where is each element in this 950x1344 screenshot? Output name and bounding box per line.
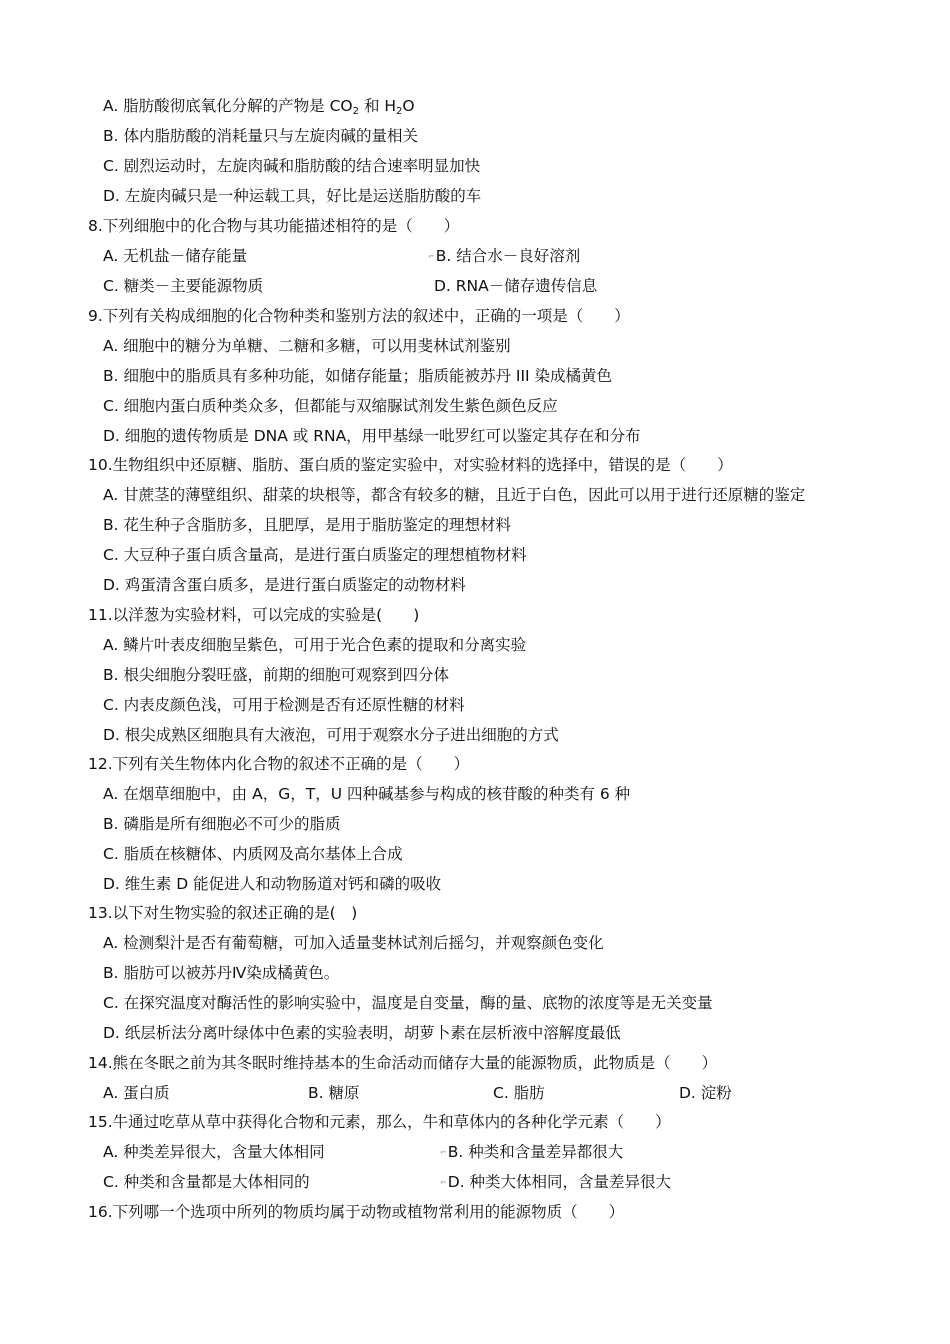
q7-option-d: D. 左旋肉碱只是一种运载工具，好比是运送脂肪酸的车 xyxy=(103,187,482,205)
q11-option-a: A. 鳞片叶表皮细胞呈紫色，可用于光合色素的提取和分离实验 xyxy=(103,636,527,654)
q12-option-b: B. 磷脂是所有细胞必不可少的脂质 xyxy=(103,815,341,833)
q9-stem: 9.下列有关构成细胞的化合物种类和鉴别方法的叙述中，正确的一项是（ ） xyxy=(88,307,630,325)
q12-option-a: A. 在烟草细胞中，由 A，G，T，U 四种碱基参与构成的核苷酸的种类有 6 种 xyxy=(103,785,631,803)
column-marker-icon: ⌐ xyxy=(440,1178,447,1187)
column-marker-icon: ⌐ xyxy=(428,252,435,261)
q12-option-d: D. 维生素 D 能促进人和动物肠道对钙和磷的吸收 xyxy=(103,875,442,893)
q15-stem: 15.牛通过吃草从草中获得化合物和元素，那么，牛和草体内的各种化学元素（ ） xyxy=(88,1113,671,1131)
q12-option-c: C. 脂质在核糖体、内质网及高尔基体上合成 xyxy=(103,845,403,863)
q7-option-a-text-mid: 和 H xyxy=(359,97,397,115)
q11-option-d: D. 根尖成熟区细胞具有大液泡，可用于观察水分子进出细胞的方式 xyxy=(103,726,559,744)
subscript: 2 xyxy=(396,106,403,117)
q13-option-b: B. 脂肪可以被苏丹Ⅳ染成橘黄色。 xyxy=(103,964,340,982)
q13-stem: 13.以下对生物实验的叙述正确的是( ) xyxy=(88,904,358,922)
q14-option-c: C. 脂肪 xyxy=(493,1084,545,1102)
q11-option-c: C. 内表皮颜色浅，可用于检测是否有还原性糖的材料 xyxy=(103,696,465,714)
q10-option-b: B. 花生种子含脂肪多，且肥厚，是用于脂肪鉴定的理想材料 xyxy=(103,516,511,534)
q11-stem: 11.以洋葱为实验材料，可以完成的实验是( ) xyxy=(88,606,420,624)
q15-option-d-text: D. 种类大体相同，含量差异很大 xyxy=(447,1173,671,1191)
q7-option-c: C. 剧烈运动时，左旋肉碱和脂肪酸的结合速率明显加快 xyxy=(103,157,481,175)
q16-stem: 16.下列哪一个选项中所列的物质均属于动物或植物常利用的能源物质（ ） xyxy=(88,1203,625,1221)
q13-option-d: D. 纸层析法分离叶绿体中色素的实验表明，胡萝卜素在层析液中溶解度最低 xyxy=(103,1024,621,1042)
q14-option-b: B. 糖原 xyxy=(308,1084,360,1102)
q14-option-d: D. 淀粉 xyxy=(679,1084,732,1102)
q8-option-a: A. 无机盐－储存能量 xyxy=(103,247,248,265)
q13-option-c: C. 在探究温度对酶活性的影响实验中，温度是自变量，酶的量、底物的浓度等是无关变量 xyxy=(103,994,713,1012)
q10-option-a: A. 甘蔗茎的薄壁组织、甜菜的块根等，都含有较多的糖，且近于白色，因此可以用于进行还原糖的鉴定 xyxy=(103,486,806,504)
q11-option-b: B. 根尖细胞分裂旺盛，前期的细胞可观察到四分体 xyxy=(103,666,449,684)
q14-stem: 14.熊在冬眠之前为其冬眠时维持基本的生命活动而储存大量的能源物质，此物质是（ ） xyxy=(88,1054,718,1072)
q10-option-d: D. 鸡蛋清含蛋白质多，是进行蛋白质鉴定的动物材料 xyxy=(103,576,466,594)
q15-option-d xyxy=(440,1171,671,1193)
q7-option-a xyxy=(103,95,415,117)
q15-option-b xyxy=(440,1141,623,1163)
q9-option-b: B. 细胞中的脂质具有多种功能，如储存能量；脂质能被苏丹 III 染成橘黄色 xyxy=(103,367,613,385)
q15-option-b-text: B. 种类和含量差异都很大 xyxy=(447,1143,624,1161)
q7-option-a-text: A. 脂肪酸彻底氧化分解的产物是 CO xyxy=(103,97,353,115)
q15-option-a: A. 种类差异很大，含量大体相同 xyxy=(103,1143,325,1161)
q12-stem: 12.下列有关生物体内化合物的叙述不正确的是（ ） xyxy=(88,755,470,773)
q8-option-d: D. RNA－储存遗传信息 xyxy=(434,277,598,295)
q8-option-c: C. 糖类－主要能源物质 xyxy=(103,277,264,295)
q8-option-b-text: B. 结合水－良好溶剂 xyxy=(435,247,581,265)
q10-option-c: C. 大豆种子蛋白质含量高，是进行蛋白质鉴定的理想植物材料 xyxy=(103,546,527,564)
q7-option-b: B. 体内脂肪酸的消耗量只与左旋肉碱的量相关 xyxy=(103,127,418,145)
q8-option-b xyxy=(428,245,580,267)
q14-option-a: A. 蛋白质 xyxy=(103,1084,170,1102)
column-marker-icon: ⌐ xyxy=(440,1148,447,1157)
subscript: 2 xyxy=(352,106,360,117)
q13-option-a: A. 检测梨汁是否有葡萄糖，可加入适量斐林试剂后摇匀，并观察颜色变化 xyxy=(103,934,604,952)
q15-option-c: C. 种类和含量都是大体相同的 xyxy=(103,1173,310,1191)
q8-stem: 8.下列细胞中的化合物与其功能描述相符的是（ ） xyxy=(88,217,460,235)
q9-option-a: A. 细胞中的糖分为单糖、二糖和多糖，可以用斐林试剂鉴别 xyxy=(103,337,511,355)
q9-option-d: D. 细胞的遗传物质是 DNA 或 RNA，用甲基绿一吡罗红可以鉴定其存在和分布 xyxy=(103,427,641,445)
q7-option-a-text-end: O xyxy=(402,97,415,115)
q9-option-c: C. 细胞内蛋白质种类众多，但都能与双缩脲试剂发生紫色颜色反应 xyxy=(103,397,558,415)
q10-stem: 10.生物组织中还原糖、脂肪、蛋白质的鉴定实验中，对实验材料的选择中，错误的是（ ） xyxy=(88,456,733,474)
